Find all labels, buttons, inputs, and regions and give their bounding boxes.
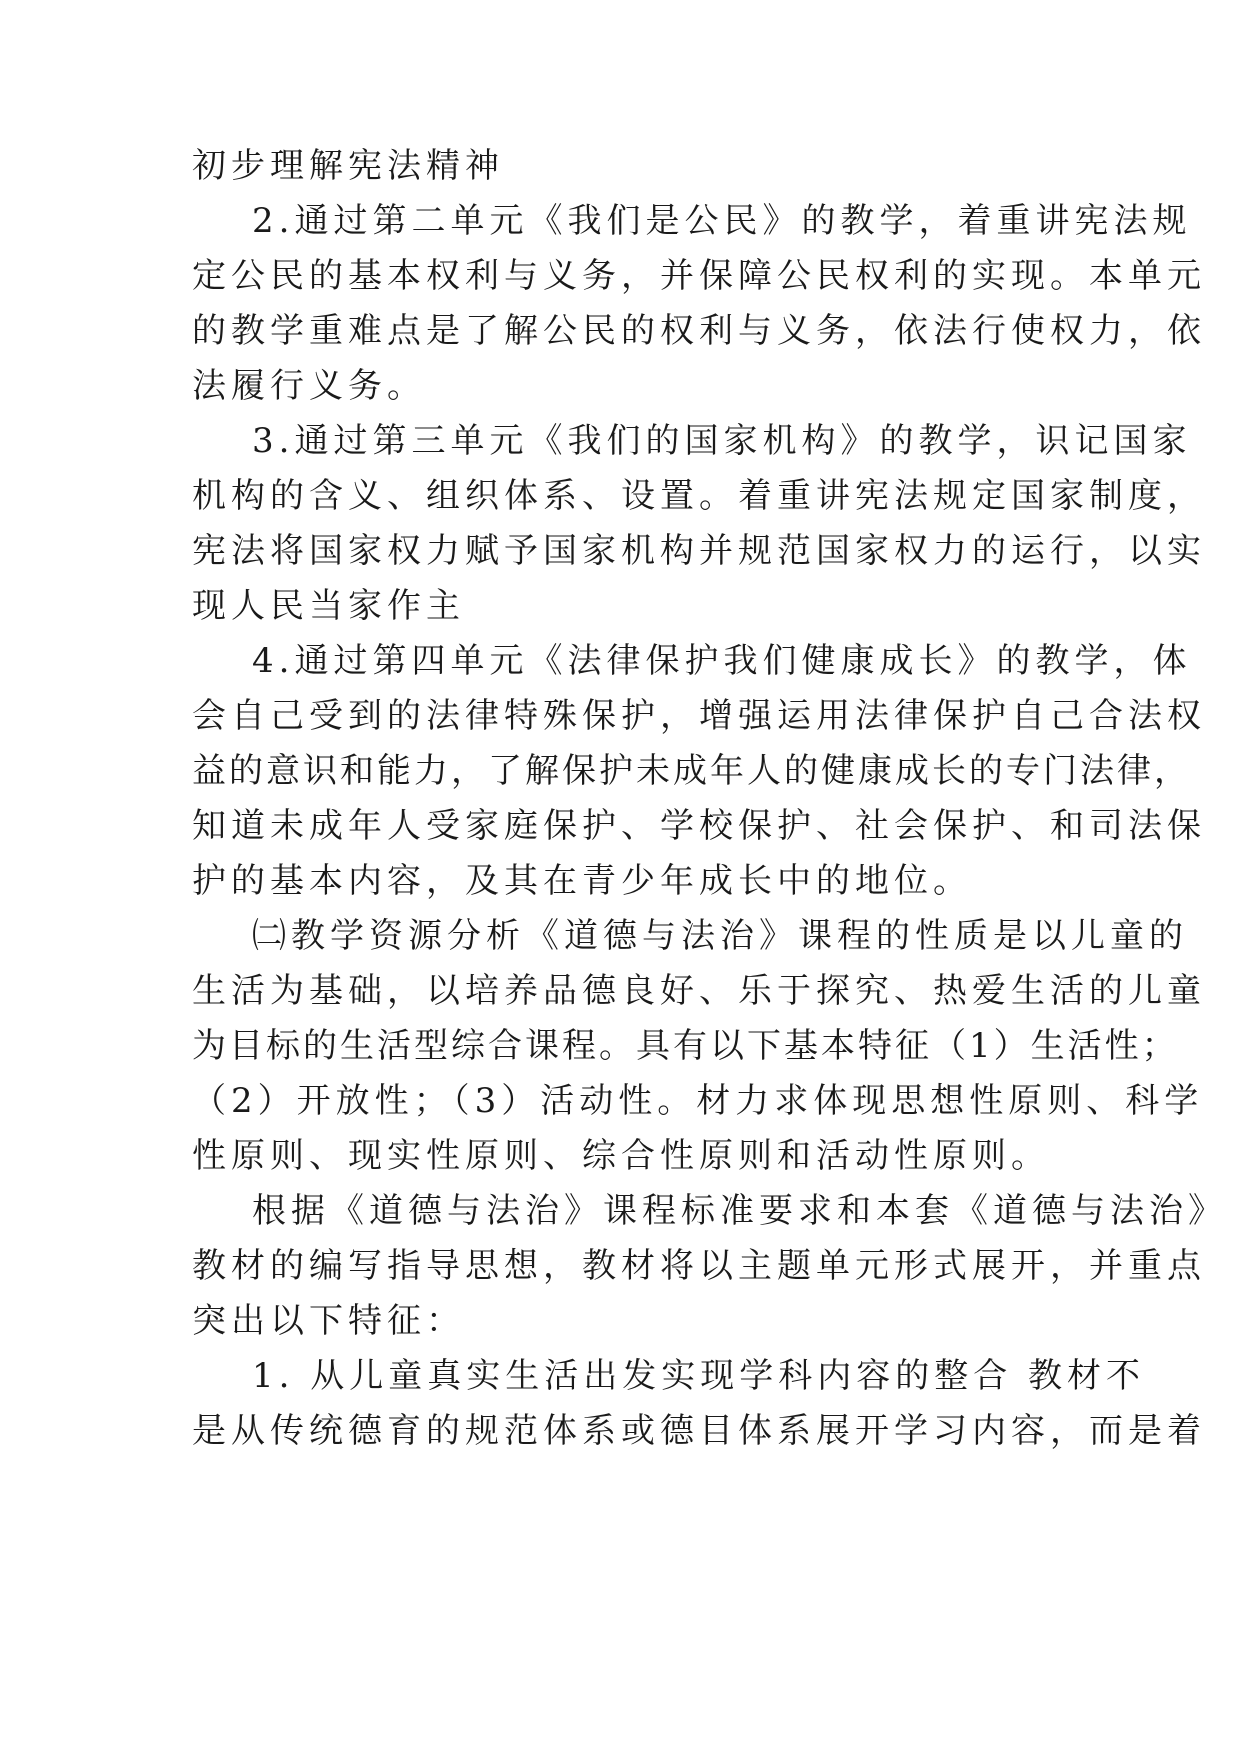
text-line: 的教学重难点是了解公民的权利与义务，依法行使权力，依: [192, 311, 1206, 351]
text-line: 是从传统德育的规范体系或德目体系展开学习内容，而是着: [192, 1411, 1206, 1451]
text-line: 宪法将国家权力赋予国家机构并规范国家权力的运行，以实: [192, 531, 1206, 571]
text-line: 定公民的基本权利与义务，并保障公民权利的实现。本单元: [192, 256, 1206, 296]
text-line: 3.通过第三单元《我们的国家机构》的教学，识记国家: [252, 421, 1192, 461]
text-line: 1. 从儿童真实生活出发实现学科内容的整合 教材不: [252, 1356, 1146, 1396]
text-line: 4.通过第四单元《法律保护我们健康成长》的教学，体: [252, 641, 1192, 681]
text-line: 护的基本内容，及其在青少年成长中的地位。: [192, 861, 972, 901]
text-line: 为目标的生活型综合课程。具有以下基本特征（1）生活性；: [192, 1026, 1179, 1066]
text-line: 教材的编写指导思想，教材将以主题单元形式展开，并重点: [192, 1246, 1206, 1286]
text-line: 初步理解宪法精神: [192, 146, 504, 186]
text-line: 机构的含义、组织体系、设置。着重讲宪法规定国家制度，: [192, 476, 1206, 516]
text-line: 现人民当家作主: [192, 586, 465, 626]
text-line: 法履行义务。: [192, 366, 426, 406]
text-line: 性原则、现实性原则、综合性原则和活动性原则。: [192, 1136, 1050, 1176]
text-line: 益的意识和能力，了解保护未成年人的健康成长的专门法律，: [192, 751, 1191, 791]
text-line: 生活为基础，以培养品德良好、乐于探究、热爱生活的儿童: [192, 971, 1206, 1011]
text-line: 根据《道德与法治》课程标准要求和本套《道德与法治》: [252, 1191, 1227, 1231]
text-line: 2.通过第二单元《我们是公民》的教学，着重讲宪法规: [252, 201, 1192, 241]
text-line: 突出以下特征：: [192, 1301, 465, 1341]
text-line: ㈡教学资源分析《道德与法治》课程的性质是以儿童的: [252, 916, 1188, 956]
text-line: 知道未成年人受家庭保护、学校保护、社会保护、和司法保: [192, 806, 1206, 846]
text-line: （2）开放性；（3）活动性。材力求体现思想性原则、科学: [192, 1081, 1204, 1121]
text-line: 会自己受到的法律特殊保护，增强运用法律保护自己合法权: [192, 696, 1206, 736]
